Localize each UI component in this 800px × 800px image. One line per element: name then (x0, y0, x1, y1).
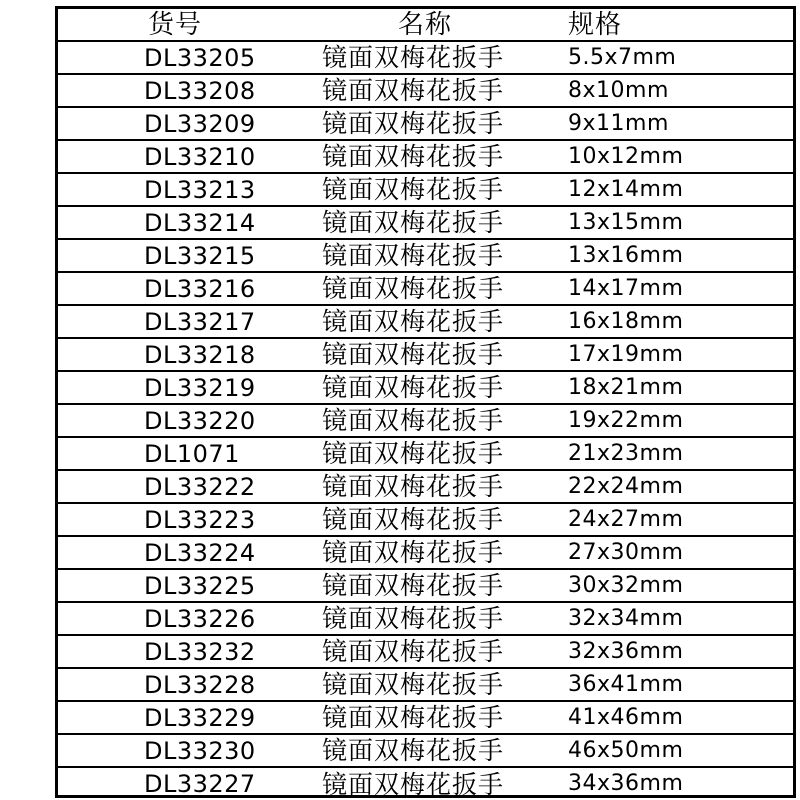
cell-spec: 8x10mm (568, 77, 669, 103)
cell-name: 镜面双梅花扳手 (322, 208, 505, 237)
cell-spec: 10x12mm (568, 143, 684, 169)
cell-name: 镜面双梅花扳手 (322, 769, 505, 799)
cell-name: 镜面双梅花扳手 (322, 571, 505, 600)
cell-name: 镜面双梅花扳手 (322, 406, 505, 435)
table-row (58, 768, 793, 800)
cell-code: DL33230 (144, 736, 256, 765)
cell-name: 镜面双梅花扳手 (322, 670, 505, 699)
cell-name: 镜面双梅花扳手 (322, 505, 505, 534)
header-name: 名称 (398, 9, 453, 40)
cell-code: DL1071 (144, 439, 240, 468)
cell-code: DL33213 (144, 175, 256, 204)
table-row (58, 438, 793, 471)
cell-spec: 30x32mm (568, 572, 684, 598)
table-row (58, 537, 793, 570)
cell-code: DL33232 (144, 637, 256, 666)
cell-name: 镜面双梅花扳手 (322, 307, 505, 336)
header-spec: 规格 (568, 9, 623, 40)
cell-name: 镜面双梅花扳手 (322, 142, 505, 171)
cell-spec: 12x14mm (568, 176, 684, 202)
cell-code: DL33205 (144, 43, 256, 72)
table-row (58, 141, 793, 174)
cell-code: DL33220 (144, 406, 256, 435)
cell-code: DL33214 (144, 208, 256, 237)
header-code: 货号 (148, 9, 203, 40)
cell-code: DL33218 (144, 340, 256, 369)
table-row (58, 108, 793, 141)
cell-spec: 17x19mm (568, 341, 684, 367)
cell-name: 镜面双梅花扳手 (322, 43, 505, 72)
cell-code: DL33210 (144, 142, 256, 171)
cell-name: 镜面双梅花扳手 (322, 109, 505, 138)
table-row (58, 273, 793, 306)
cell-name: 镜面双梅花扳手 (322, 703, 505, 732)
cell-spec: 18x21mm (568, 374, 684, 400)
table-row (58, 240, 793, 273)
cell-code: DL33208 (144, 76, 256, 105)
cell-name: 镜面双梅花扳手 (322, 373, 505, 402)
table-row (58, 174, 793, 207)
table-row (58, 471, 793, 504)
cell-name: 镜面双梅花扳手 (322, 472, 505, 501)
cell-name: 镜面双梅花扳手 (322, 637, 505, 666)
cell-code: DL33219 (144, 373, 256, 402)
table-header-row (58, 9, 793, 42)
cell-code: DL33216 (144, 274, 256, 303)
cell-spec: 27x30mm (568, 539, 684, 565)
cell-code: DL33222 (144, 472, 256, 501)
cell-name: 镜面双梅花扳手 (322, 340, 505, 369)
cell-code: DL33229 (144, 703, 256, 732)
cell-code: DL33209 (144, 109, 256, 138)
cell-name: 镜面双梅花扳手 (322, 604, 505, 633)
cell-name: 镜面双梅花扳手 (322, 736, 505, 765)
cell-code: DL33225 (144, 571, 256, 600)
cell-spec: 34x36mm (568, 771, 684, 796)
table-row (58, 504, 793, 537)
cell-spec: 13x16mm (568, 242, 684, 268)
cell-spec: 41x46mm (568, 704, 684, 730)
cell-spec: 5.5x7mm (568, 44, 677, 70)
cell-spec: 9x11mm (568, 110, 669, 136)
cell-spec: 32x36mm (568, 638, 684, 664)
table-row (58, 702, 793, 735)
cell-spec: 16x18mm (568, 308, 684, 334)
cell-code: DL33227 (144, 770, 256, 798)
cell-spec: 21x23mm (568, 440, 684, 466)
table-row (58, 570, 793, 603)
table-row (58, 42, 793, 75)
cell-code: DL33228 (144, 670, 256, 699)
table-row (58, 603, 793, 636)
cell-name: 镜面双梅花扳手 (322, 538, 505, 567)
table-row (58, 669, 793, 702)
cell-code: DL33215 (144, 241, 256, 270)
cell-spec: 46x50mm (568, 737, 684, 763)
cell-spec: 32x34mm (568, 605, 684, 631)
table-row (58, 735, 793, 768)
cell-spec: 22x24mm (568, 473, 684, 499)
cell-code: DL33217 (144, 307, 256, 336)
cell-name: 镜面双梅花扳手 (322, 241, 505, 270)
table-row (58, 405, 793, 438)
product-spec-table (55, 6, 796, 798)
cell-code: DL33224 (144, 538, 256, 567)
table-row (58, 339, 793, 372)
table-row (58, 306, 793, 339)
table-row (58, 75, 793, 108)
cell-name: 镜面双梅花扳手 (322, 175, 505, 204)
cell-spec: 13x15mm (568, 209, 684, 235)
cell-spec: 19x22mm (568, 407, 684, 433)
cell-spec: 14x17mm (568, 275, 684, 301)
table-row (58, 372, 793, 405)
cell-name: 镜面双梅花扳手 (322, 274, 505, 303)
table-row (58, 207, 793, 240)
cell-spec: 24x27mm (568, 506, 684, 532)
cell-code: DL33223 (144, 505, 256, 534)
cell-name: 镜面双梅花扳手 (322, 439, 505, 468)
cell-name: 镜面双梅花扳手 (322, 76, 505, 105)
cell-code: DL33226 (144, 604, 256, 633)
cell-spec: 36x41mm (568, 671, 684, 697)
table-row (58, 636, 793, 669)
